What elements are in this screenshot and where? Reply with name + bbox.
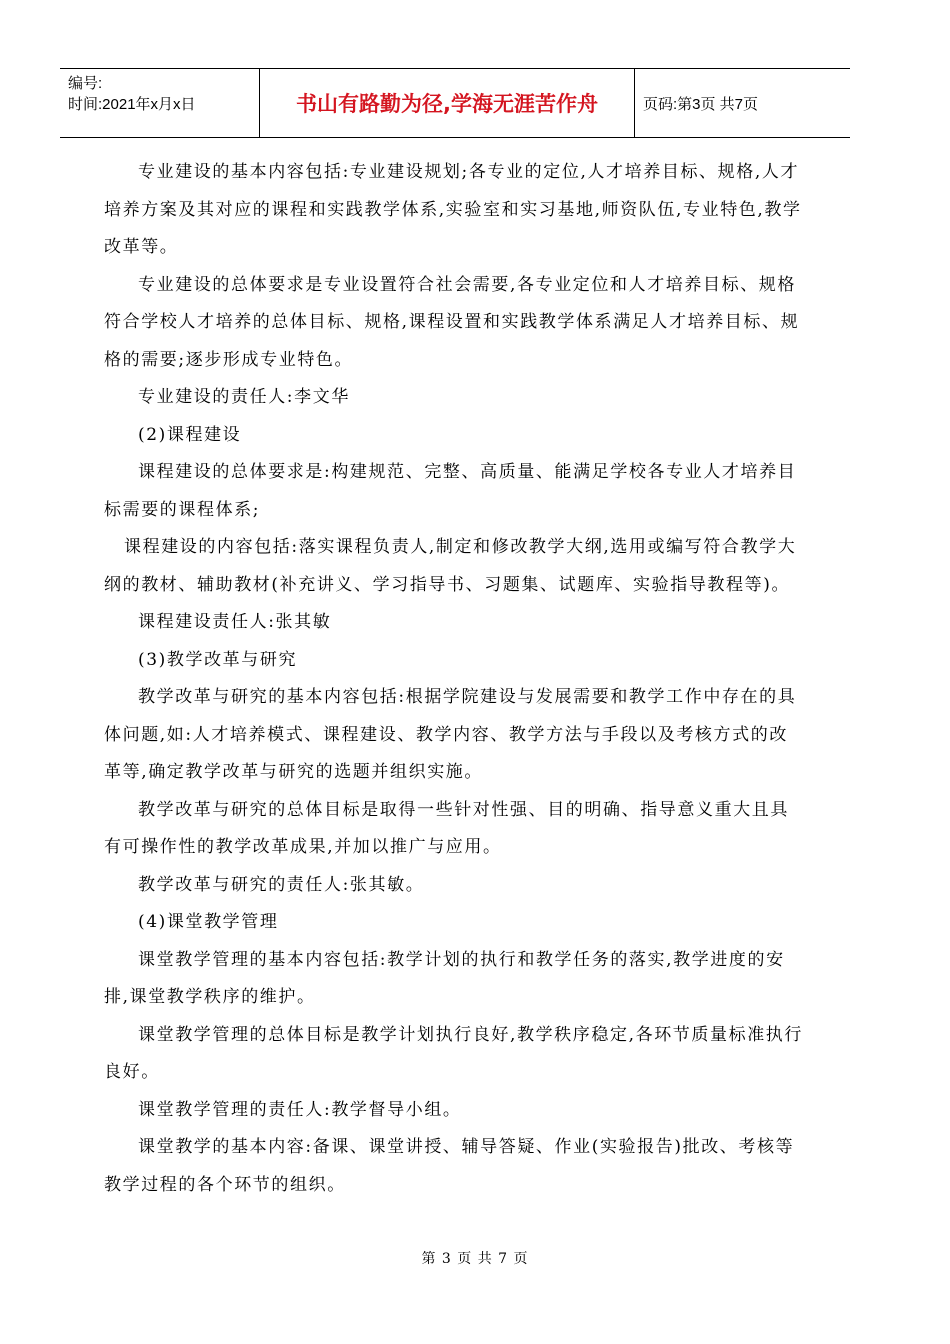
doc-number-label: 编号: — [68, 75, 103, 92]
paragraph: 课堂教学的基本内容:备课、课堂讲授、辅导答疑、作业(实验报告)批改、考核等教学过程的各个环节的组织。 — [104, 1137, 795, 1195]
paragraph: 课堂教学管理的总体目标是教学计划执行良好,教学秩序稳定,各环节质量标准执行良好。 — [104, 1024, 804, 1082]
paragraph: 课程建设的总体要求是:构建规范、完整、高质量、能满足学校各专业人才培养目标需要的课程体系; — [104, 462, 797, 520]
paragraph: 课堂教学管理的责任人:教学督导小组。 — [138, 1099, 462, 1120]
header-motto: 书山有路勤为径,学海无涯苦作舟 — [260, 69, 635, 137]
paragraph: 教学改革与研究的总体目标是取得一些针对性强、目的明确、指导意义重大且具有可操作性的教学改革成果,并加以推广与应用。 — [104, 799, 789, 857]
header-meta — [60, 69, 260, 137]
doc-time-label: 时间:2021年x月x日 — [68, 96, 196, 113]
section-heading: (4)课堂教学管理 — [138, 912, 279, 932]
page-header — [60, 68, 850, 138]
page-footer — [0, 1248, 950, 1268]
paragraph: 教学改革与研究的责任人:张其敏。 — [138, 874, 425, 895]
paragraph: 教学改革与研究的基本内容包括:根据学院建设与发展需要和教学工作中存在的具体问题,如:人才培养模式、课程建设、教学内容、教学方法与手段以及考核方式的改革等,确定教学改革与研究的选题并组织实施。 — [104, 687, 797, 782]
paragraph: 专业建设的总体要求是专业设置符合社会需要,各专业定位和人才培养目标、规格符合学校人才培养的总体目标、规格,课程设置和实践教学体系满足人才培养目标、规格的需要;逐步形成专业特色。 — [104, 274, 800, 370]
paragraph: 课堂教学管理的基本内容包括:教学计划的执行和教学任务的落实,教学进度的安排,课堂教学秩序的维护。 — [104, 949, 785, 1007]
paragraph: 课程建设的内容包括:落实课程负责人,制定和修改教学大纲,选用或编写符合教学大纲的教材、辅助教材(补充讲义、学习指导书、习题集、试题库、实验指导教程等)。 — [104, 537, 797, 595]
header-page-info: 页码:第3页 共7页 — [643, 95, 759, 113]
section-heading: (2)课程建设 — [138, 424, 242, 445]
paragraph: 课程建设责任人:张其敏 — [138, 612, 332, 632]
paragraph: 专业建设的基本内容包括:专业建设规划;各专业的定位,人才培养目标、规格,人才培养方案及其对应的课程和实践教学体系,实验室和实习基地,师资队伍,专业特色,教学改革等。 — [104, 162, 802, 257]
document-body — [104, 154, 804, 1204]
section-heading: (3)教学改革与研究 — [138, 649, 298, 670]
paragraph: 专业建设的责任人:李文华 — [138, 387, 350, 407]
footer-page-number: 第 3 页 共 7 页 — [421, 1251, 529, 1267]
